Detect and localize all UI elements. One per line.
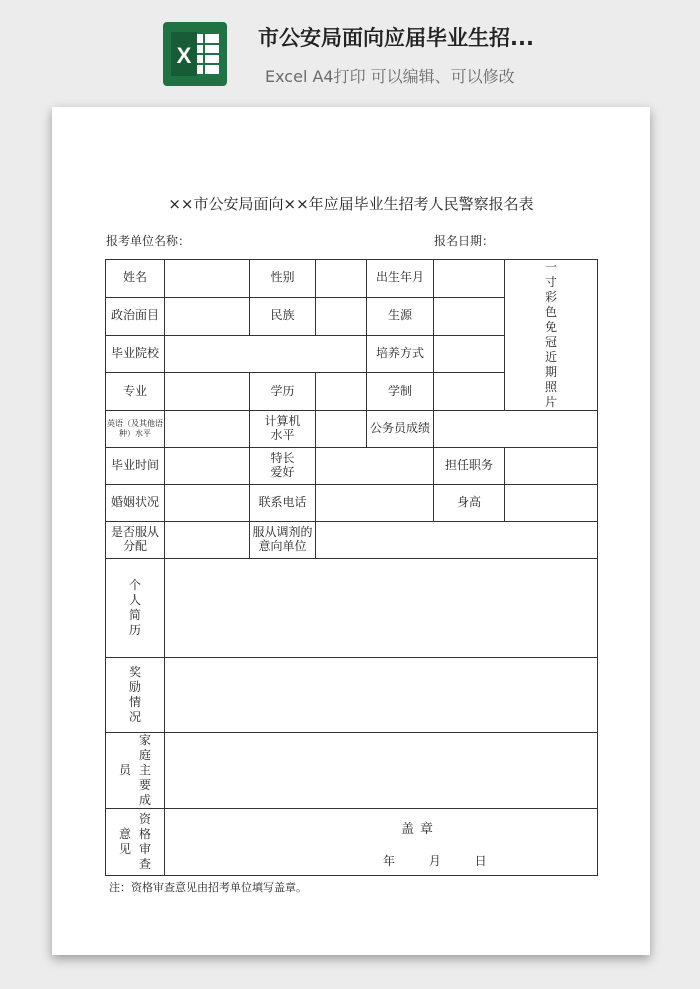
review-label-a: 资格审查 — [138, 812, 151, 871]
gender-label: 性别 — [250, 260, 316, 298]
height-field[interactable] — [505, 485, 598, 522]
specialty-field[interactable] — [316, 448, 434, 485]
political-label: 政治面目 — [106, 297, 165, 335]
unit-name-label: 报考单位名称： — [106, 234, 191, 248]
document-subtitle: Excel A4打印 可以编辑、可以修改 — [265, 67, 515, 86]
position-label: 担任职务 — [434, 448, 505, 485]
review-label-cell — [106, 809, 165, 876]
origin-field[interactable] — [434, 297, 505, 335]
training-field[interactable] — [434, 335, 505, 373]
schooling-label: 学制 — [367, 373, 434, 411]
education-field[interactable] — [316, 373, 367, 411]
origin-label: 生源 — [367, 297, 434, 335]
document-title: 市公安局面向应届毕业生招... — [258, 26, 534, 50]
obey-label-cell — [106, 522, 165, 559]
education-label: 学历 — [250, 373, 316, 411]
english-label-cell — [106, 411, 165, 448]
review-field[interactable] — [165, 809, 598, 876]
english-label: 英语（及其他语种）水平 — [107, 418, 163, 438]
photo-label: 一寸彩色免冠近期照片 — [544, 260, 557, 409]
birth-field[interactable] — [434, 260, 505, 298]
marital-label: 婚姻状况 — [106, 485, 165, 522]
computer-field[interactable] — [316, 411, 367, 448]
computer-label-cell — [250, 411, 316, 448]
preview-header — [0, 0, 700, 100]
obey-field[interactable] — [165, 522, 250, 559]
family-label-b: 员 — [118, 763, 131, 777]
ethnicity-field[interactable] — [316, 297, 367, 335]
civil-exam-label: 公务员成绩 — [367, 411, 434, 448]
grad-time-field[interactable] — [165, 448, 250, 485]
review-label-b: 意见 — [118, 827, 131, 856]
school-field[interactable] — [165, 335, 367, 373]
resume-field[interactable] — [165, 559, 598, 658]
ethnicity-label: 民族 — [250, 297, 316, 335]
marital-field[interactable] — [165, 485, 250, 522]
date-ymd-label: 年 月 日 — [383, 854, 487, 868]
obey-label: 是否服从分配 — [110, 525, 159, 553]
civil-exam-field[interactable] — [434, 411, 598, 448]
svg-text:X: X — [176, 43, 192, 68]
political-field[interactable] — [165, 297, 250, 335]
schooling-field[interactable] — [434, 373, 505, 411]
family-field[interactable] — [165, 733, 598, 809]
english-field[interactable] — [165, 411, 250, 448]
phone-label: 联系电话 — [250, 485, 316, 522]
gender-field[interactable] — [316, 260, 367, 298]
phone-field[interactable] — [316, 485, 434, 522]
awards-label: 奖励情况 — [128, 665, 141, 724]
height-label: 身高 — [434, 485, 505, 522]
footnote: 注：资格审查意见由招考单位填写盖章。 — [109, 881, 307, 894]
stamp-label: 盖章 — [401, 822, 440, 837]
grad-time-label: 毕业时间 — [106, 448, 165, 485]
name-field[interactable] — [165, 260, 250, 298]
registration-form-table — [105, 259, 598, 876]
adjust-label-cell — [250, 522, 316, 559]
awards-field[interactable] — [165, 658, 598, 733]
adjust-field[interactable] — [316, 522, 598, 559]
specialty-label-cell — [250, 448, 316, 485]
specialty-label: 特长爱好 — [270, 451, 295, 479]
apply-date-label: 报名日期： — [434, 234, 495, 248]
awards-label-cell — [106, 658, 165, 733]
computer-label: 计算机水平 — [264, 414, 301, 442]
adjust-label: 服从调剂的意向单位 — [252, 525, 313, 553]
resume-label: 个人简历 — [128, 578, 141, 637]
photo-cell — [505, 260, 598, 411]
birth-label: 出生年月 — [367, 260, 434, 298]
school-label: 毕业院校 — [106, 335, 165, 373]
family-label-cell — [106, 733, 165, 809]
resume-label-cell — [106, 559, 165, 658]
training-label: 培养方式 — [367, 335, 434, 373]
major-label: 专业 — [106, 373, 165, 411]
major-field[interactable] — [165, 373, 250, 411]
position-field[interactable] — [505, 448, 598, 485]
name-label: 姓名 — [106, 260, 165, 298]
excel-icon — [163, 22, 227, 86]
document-page — [52, 107, 650, 955]
form-title: ××市公安局面向××年应届毕业生招考人民警察报名表 — [168, 195, 534, 213]
family-label-a: 家庭主要成 — [138, 733, 151, 807]
